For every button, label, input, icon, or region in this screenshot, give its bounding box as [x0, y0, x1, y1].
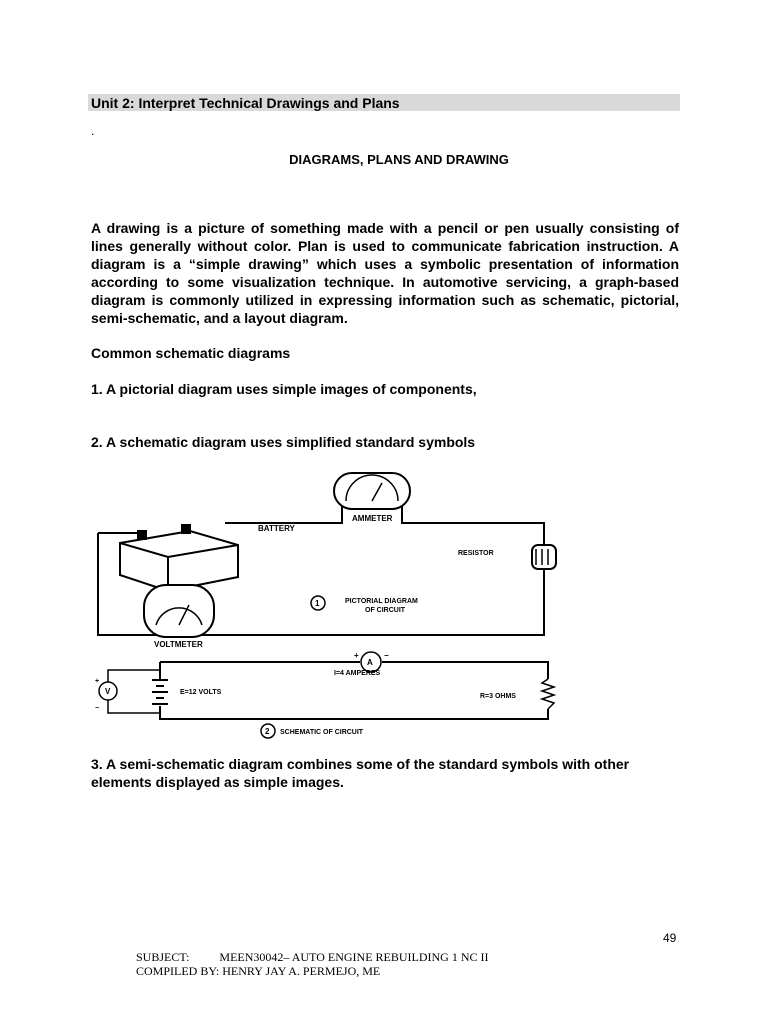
pictorial-caption-line2: OF CIRCUIT — [365, 607, 406, 614]
ammeter-label: AMMETER — [352, 514, 393, 523]
list-item-pictorial: 1. A pictorial diagram uses simple images of components, — [91, 381, 477, 397]
section-heading: DIAGRAMS, PLANS AND DRAWING — [289, 152, 509, 167]
ammeter-plus: + — [354, 651, 359, 660]
wire-battery-ammeter — [225, 503, 342, 523]
footer-compiled-by: COMPILED BY: HENRY JAY A. PERMEJO, ME — [136, 964, 381, 978]
ohms-label: R=3 OHMS — [480, 693, 516, 700]
footer-subject-label: SUBJECT: — [136, 950, 190, 964]
schematic-voltmeter-letter: V — [105, 687, 111, 696]
voltmeter-label: VOLTMETER — [154, 640, 203, 649]
volts-label: E=12 VOLTS — [180, 689, 222, 696]
amperes-label: I=4 AMPERES — [334, 670, 381, 677]
wire-ammeter-resistor — [402, 503, 544, 545]
circuit-figure — [90, 465, 570, 750]
ammeter-icon — [334, 473, 410, 509]
schematic-battery-symbol — [152, 680, 168, 704]
schematic-caption: SCHEMATIC OF CIRCUIT — [280, 729, 364, 736]
schematic-wire-bottom — [160, 706, 548, 719]
intro-paragraph: A drawing is a picture of something made with a pencil or pen usually consisting of lines generally without color. Plan is used to communicate fabrication instruction. A diagram is a “simple drawing” which uses a symbolic presentation of information according to some visualization technique. In automotive servicing, a graph-based diagram is commonly utilized in expressing information such as schematic, pictorial, semi-schematic, and a layout diagram. — [91, 220, 679, 326]
pictorial-number: 1 — [315, 599, 320, 608]
voltmeter-plus: + — [95, 678, 100, 685]
pictorial-caption-line1: PICTORIAL DIAGRAM — [345, 598, 418, 605]
common-diagrams-title: Common schematic diagrams — [91, 345, 291, 361]
list-item-schematic: 2. A schematic diagram uses simplified standard symbols — [91, 434, 476, 450]
footer-subject — [136, 950, 489, 965]
battery-label: BATTERY — [258, 524, 295, 533]
schematic-ammeter-letter: A — [367, 658, 373, 667]
list-item-semi-schematic: 3. A semi-schematic diagram combines some of the standard symbols with other elements displayed as simple images. — [91, 756, 630, 790]
ammeter-minus: − — [384, 651, 389, 660]
voltmeter-minus: − — [95, 705, 100, 712]
schematic-number: 2 — [265, 727, 270, 736]
page-number: 49 — [663, 931, 677, 945]
footer-subject-value: MEEN30042– AUTO ENGINE REBUILDING 1 NC II — [219, 950, 489, 964]
voltmeter-icon — [144, 585, 214, 637]
resistor-label: RESISTOR — [458, 550, 494, 557]
schematic-wire-top-right — [382, 662, 548, 679]
schematic-resistor-symbol — [542, 679, 554, 709]
unit-title: Unit 2: Interpret Technical Drawings and Plans — [91, 95, 400, 111]
stray-dot: . — [91, 124, 95, 138]
